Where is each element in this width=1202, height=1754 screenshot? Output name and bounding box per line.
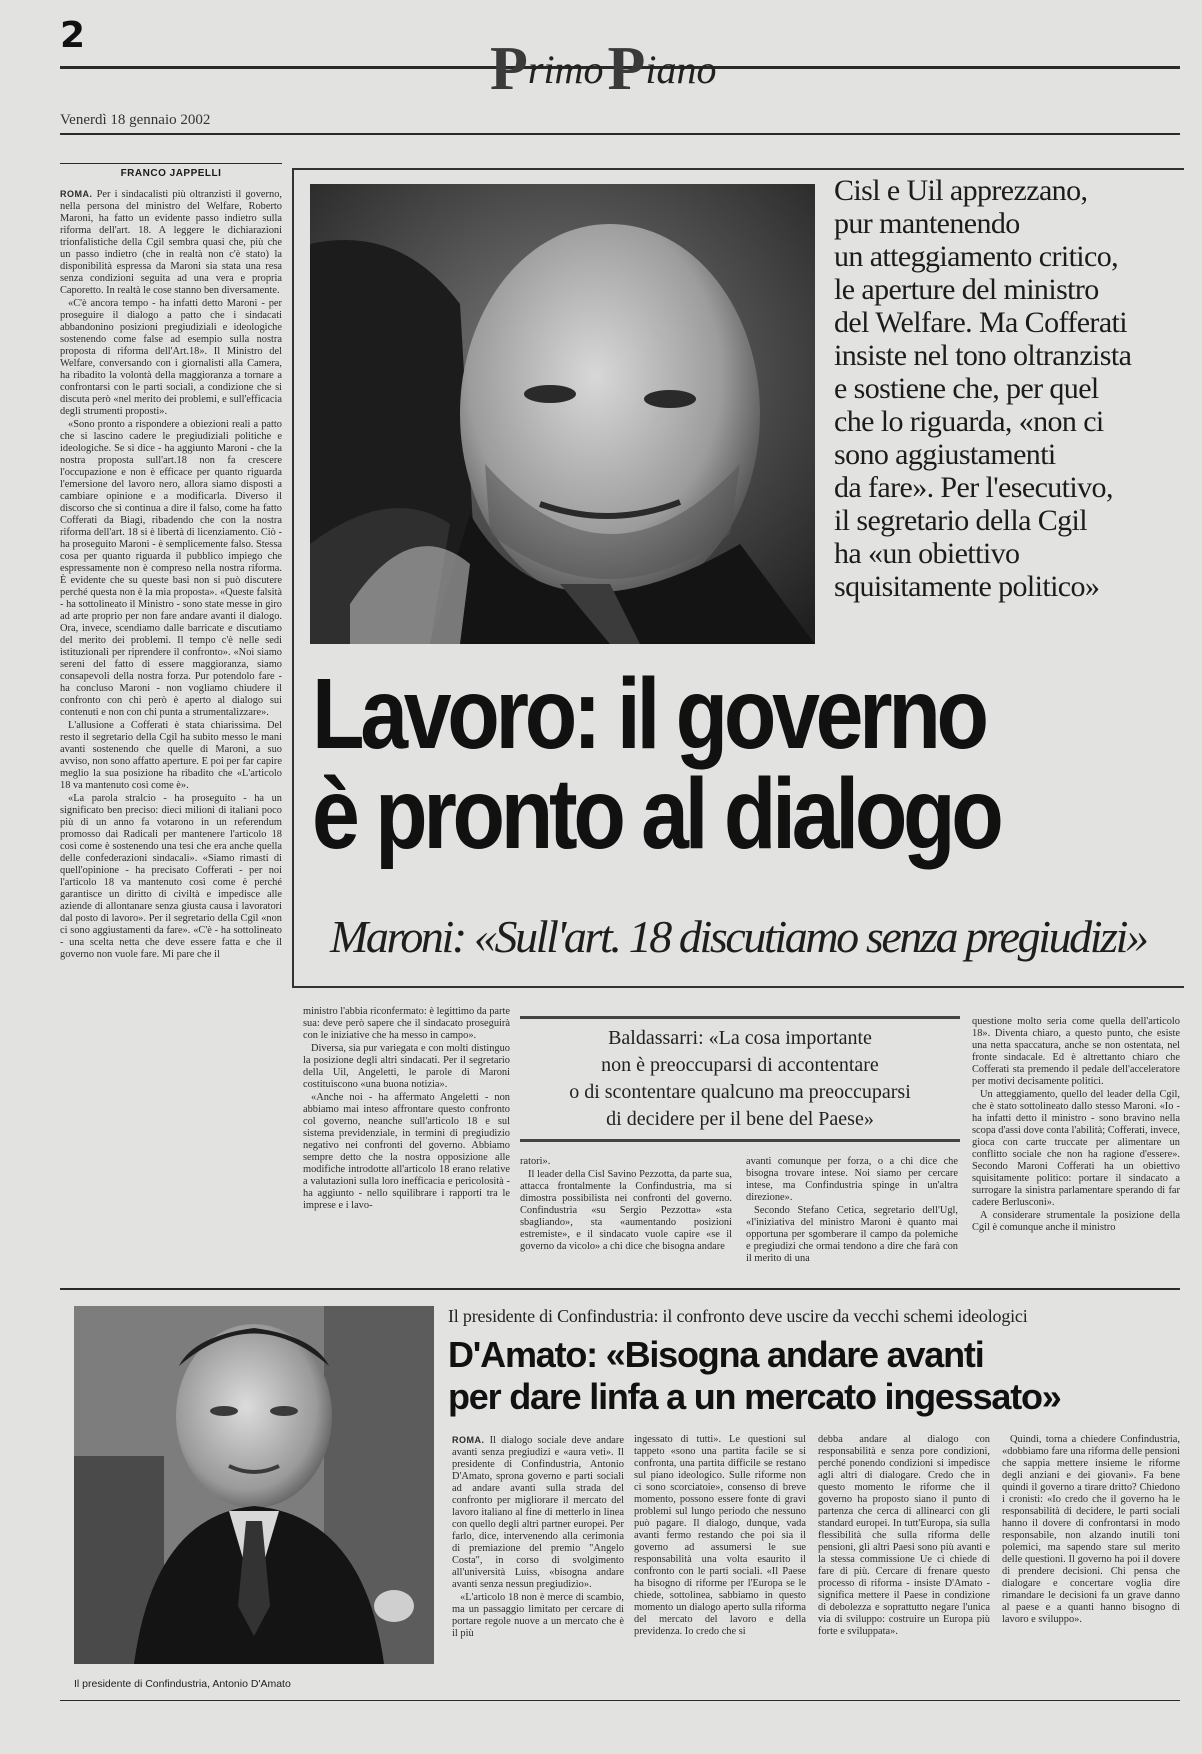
main-article-col-2 [303,1006,510,1276]
pull-quote-line: insiste nel tono oltranzista [834,339,1132,372]
quote-box-line: non è preoccuparsi di accontentare [601,1054,879,1076]
main-article-col-4 [746,1156,958,1276]
page-number: 2 [60,15,86,56]
second-headline-line-1: D'Amato: «Bisogna andare avanti [448,1334,984,1375]
paragraph: ratori». [520,1156,551,1167]
pull-quote-line: ha «un obiettivo [834,537,1020,570]
paragraph: «L'articolo 18 non è merce di scambio, ma un passaggio limitato per cercare di portare regole nuove a un mercato che è il più [452,1592,624,1639]
section-cap-1: P [490,35,528,103]
section-divider [60,1288,1180,1290]
paragraph: avanti comunque per forza, o a chi dice che bisogna trovare intese. Noi siamo per cercare intese, ma Confindustria spinge in un'altra direzione». [746,1156,958,1203]
pull-quote-line: da fare». Per l'esecutivo, [834,471,1113,504]
second-headline [448,1334,1183,1418]
paragraph: Il dialogo sociale deve andare avanti senza pregiudizi e «aura veti». Il presidente di Confindustria, Antonio D'Amato, sprona governo e parti sociali ad andare avanti sulla strada del confronto per migliorare il mercato del lavoro italiano al fine di metterlo in linea con quello degli altri partner europei. Per farlo, dice, intervenendo alla cerimonia di premiazione del premio "Angelo Costa", in corso di svolgimento all'università Luiss, «bisogna andare avanti senza nessun pregiudizio». [452,1435,624,1590]
quote-box-line: o di scontentare qualcuno ma preoccuparsi [569,1081,911,1103]
paragraph: Secondo Stefano Cetica, segretario dell'Ugl, «l'iniziativa del ministro Maroni è quanto mai opportuna per sgomberare il campo da polemiche e pregiudizi che ormai tendono a dire che farà con il merito di una [746,1205,958,1264]
pull-quote-line: del Welfare. Ma Cofferati [834,306,1128,339]
paragraph: «Anche noi - ha affermato Angeletti - non abbiamo mai inteso affrontare questo confronto col governo, neanche sull'articolo 18 e sul sistema previdenziale, in termini di pregiudizio negativo nei confronti del governo. Abbiamo sempre detto che la nostra opposizione alle modifiche introdotte all'articolo 18 erano relative a valutazioni sulla loro inefficacia e pericolosità - ha aggiunto - nello squilibrare i rapporti tra le imprese e i lavo- [303,1092,510,1211]
main-article-col-3 [520,1156,732,1276]
section-cap-2: P [607,35,646,103]
byline-rule [60,163,282,164]
lead-paragraph: Per i sindacalisti più oltranzisti il governo, nella persona del ministro del Welfare, Roberto Maroni, ha fatto un evidente passo indietro sulla riforma dell'art. 18. A leggere le dichiarazioni trionfalistiche della Cgil sembra quasi che, più che un passo indietro (che in realtà non c'è stato) la disponibilità espressa da Maroni sia stata una resa senza condizioni seguita ad una vera e propria Caporetto. In realtà le cose stanno ben diversamente. [60,189,282,296]
subheadline: Maroni: «Sull'art. 18 discutiamo senza pregiudizi» [330,911,1147,962]
damato-photo [74,1306,434,1664]
paragraph: Diversa, sia pur variegata e con molti distinguo la posizione degli altri sindacati. Per il segretario della Uil, Angeletti, le parole di Maroni costituiscono «una buona notizia». [303,1043,510,1090]
paragraph: L'allusione a Cofferati è stata chiarissima. Del resto il segretario della Cgil ha subito messo le mani avanti sostenendo che quelle di Maroni, a suo avviso, non sono affatto aperture. E poi per far capire meglio la sua posizione ha ribadito che «L'articolo 18 va mantenuto così come è». [60,720,282,791]
section-word-1: rimo [527,47,604,92]
paragraph: Quindi, torna a chiedere Confindustria, «dobbiamo fare una riforma delle pensioni che sappia mettere insieme le riforme degli anziani e dei giovani». Fa bene quindi il governo a tirare dritto? Chiedono i cronisti: «Io credo che il governo ha le responsabilità di decidere, le parti sociali hanno il dovere di confrontarsi in modo responsabile, non alzando inutili toni polemici, ma sapendo stare sul merito delle questioni. Il governo ha poi il dovere di prendere decisioni. Chi pensa che dialogare e concertare voglia dire rimandare le decisioni fa un grave danno al paese e a quanti hanno bisogno di lavoro e sviluppo». [1002,1434,1180,1625]
pull-quote-line: sono aggiustamenti [834,438,1056,471]
headline-line-2: è pronto al dialogo [312,758,1000,870]
quote-box-line: Baldassarri: «La cosa importante [608,1027,872,1049]
kicker: Il presidente di Confindustria: il confronto deve uscire da vecchi schemi ideologici [448,1306,1028,1326]
dateline: ROMA. [60,189,93,199]
paragraph: questione molto seria come quella dell'articolo 18». Diventa chiaro, a questo punto, che esiste una netta spaccatura, anche se non ostentata, nel fronte sindacale. Ed è altrettanto chiaro che Cofferati sta premendo il pedale dell'acceleratore per motivi decisamente politici. [972,1016,1180,1087]
paragraph: ingessato di tutti». Le questioni sul tappeto «sono una partita facile se si confronta, una partita difficile se restano sul piano ideologico. Sulle riforme non ci sono scorciatoie», consenso di breve momento, possono essere fonte di gravi problemi sul lungo periodo che nessuno può pagare. Il dialogo, dunque, vada avanti fermo restando che poi sia il governo ad assumersi le sue responsabilità una volta esaurito il confronto con le parti sociali. «Il Paese ha bisogno di riforme per l'Europa se le chiede, sottolinea, sabbiamo in questo momento un dialogo aperto sulla riforma del mercato del lavoro e della previdenza. Io credo che si [634,1434,806,1637]
section-title [490,34,716,105]
section-word-2: iano [645,47,717,92]
quote-box-line: di decidere per il bene del Paese» [606,1108,874,1130]
photo-caption: Il presidente di Confindustria, Antonio D'Amato [74,1678,291,1690]
pull-quote-line: un atteggiamento critico, [834,240,1119,273]
second-headline-line-2: per dare linfa a un mercato ingessato» [448,1376,1061,1417]
headline-line-1: Lavoro: il governo [312,658,985,770]
pull-quote-line: squisitamente politico» [834,570,1100,603]
paragraph: «Sono pronto a rispondere a obiezioni reali a patto che si lascino cadere le pregiudiziali politiche e ideologiche. Se si dice - ha aggiunto Maroni - che la nostra proposta sull'art.18 non fa crescere l'occupazione e non è efficace per quanto riguarda l'emersione del lavoro nero, allora siamo disposti a cambiare opinione e a modificarla. Diverso il discorso che si continua a dire il falso, come ha fatto Cofferati da Biagi, ribadendo che con la nostra riforma dell'art. 18 si è libertà di licenziamento. Ciò - ha proseguito Maroni - è semplicemente falso. Stessa cosa per quanto riguarda il pubblico impiego che espressamente non è compreso nella nostra riforma. È evidente che su queste basi non si può discutere perché questa non è la mia proposta». «Queste falsità - ha sottolineato il Ministro - sono state messe in giro ad arte proprio per non fare andare avanti il dialogo. Ora, invece, scendiamo dalle barricate e discutiamo del merito dei problemi. Il tempo c'è nelle sedi istituzionali per riprendere il confronto». «Noi siamo sereni del fatto di essere maggioranza, siamo consapevoli della nostra forza. Pur potendolo fare - ha concluso Maroni - non vogliamo chiudere il confronto con chi però è aperto al dialogo sui contenuti e non con chi punta a strumentalizzare». [60,419,282,718]
paragraph: Un atteggiamento, quello del leader della Cgil, che è stato sottolineato dallo stesso Maroni. «Io - ha infatti detto il ministro - sono bravino nella scopa d'assi dove conta l'abilità; Cofferati, invece, gioca con carte truccate per alimentare un conflitto sociale che non ha ragione d'essere». Secondo Maroni Cofferati ha un obiettivo squisitamente politico: portare il sindacato a surrogare la sinistra parlamentare sperando di far cadere Berlusconi». [972,1089,1180,1208]
main-headline [312,658,1182,870]
date-rule [60,133,1180,135]
pull-quote-line: Cisl e Uil apprezzano, [834,174,1088,207]
paragraph: «La parola stralcio - ha proseguito - ha un significato ben preciso: dieci milioni di italiani poco più di un anno fa votarono in un referendum promosso dai Radicali per mantenere l'articolo 18 così come è sostenendo una tesi che era anche quella delle confederazioni sindacali». «Siamo rimasti di quell'opinione - ha precisato Cofferati - per noi l'articolo 18 va mantenuto così come è perché garantisce un diritto di civiltà e impedisce alle aziende di allontanare senza giusta causa i lavoratori dal posto di lavoro». Per il segretario della Cgil «non ci sono aggiustamenti da fare». «C'è - ha sottolineato - una scelta netta che deve essere fatta e che il governo non vuole fare. Mi pare che il [60,793,282,960]
second-article-col-1 [452,1434,624,1684]
quote-box [520,1016,960,1142]
paragraph: A considerare strumentale la posizione della Cgil è comunque anche il ministro [972,1210,1180,1233]
pull-quote-line: che lo riguarda, «non ci [834,405,1104,438]
paragraph: Il leader della Cisl Savino Pezzotta, da parte sua, attacca frontalmente la Confindustria, ma si dimostra possibilista nei confronti del governo. Confindustria «su Sergio Pezzotta» «sta sbagliando», sta «aumentando posizioni estremiste», e il sindacato vuole capire «se il governo da vicolo» a chi dice che bisogna andare [520,1169,732,1252]
pull-quote-line: e sostiene che, per quel [834,372,1099,405]
second-article-col-3 [818,1434,990,1684]
pull-quote-line: le aperture del ministro [834,273,1099,306]
issue-date: Venerdì 18 gennaio 2002 [60,112,211,128]
main-article-col-5 [972,1016,1180,1276]
main-article-col-1 [60,188,282,1000]
pull-quote-line: pur mantenendo [834,207,1020,240]
second-article-col-4 [1002,1434,1180,1684]
pull-quote-line: il segretario della Cgil [834,504,1088,537]
bottom-rule [60,1700,1180,1701]
second-article-col-2 [634,1434,806,1684]
paragraph: «C'è ancora tempo - ha infatti detto Maroni - per proseguire il dialogo a patto che i sindacati abbandonino posizioni pregiudiziali e ideologiche sostenendo come false ad esempio sulla nostra proposta di riforma dell'Art.18». Il Ministro del Welfare, conversando con i giornalisti alla Camera, ha ribadito la volontà della maggioranza a tornare a confrontarsi con le parti sociali, a condizione che si discuta però «nel merito dei problemi, e sull'efficacia degli strumenti proposti». [60,298,282,417]
paragraph: debba andare al dialogo con responsabilità e senza pore condizioni, perché ponendo condizioni si impedisce agli altri di dialogare. Credo che in questo momento le riforme che il governo ha proposto siano il punto di partenza che cerca di allinearci con gli standard europei. In tutt'Europa, sia sulla flessibilità che sulla riforma delle pensioni, gli altri Paesi sono più avanti e la stessa commissione Ue ci chiede di fare di più. Cercare di frenare questo processo di riforma - insiste D'Amato - significa mettere il Paese in condizione di debolezza e soprattutto negare l'unica via di sviluppo: costruire un Europa più forte e sviluppata». [818,1434,990,1637]
dateline: ROMA. [452,1435,485,1445]
byline: FRANCO JAPPELLI [120,168,222,179]
paragraph: ministro l'abbia riconfermato: è legittimo da parte sua: deve però sapere che il sindacato proseguirà con le iniziative che ha messo in campo». [303,1006,510,1041]
